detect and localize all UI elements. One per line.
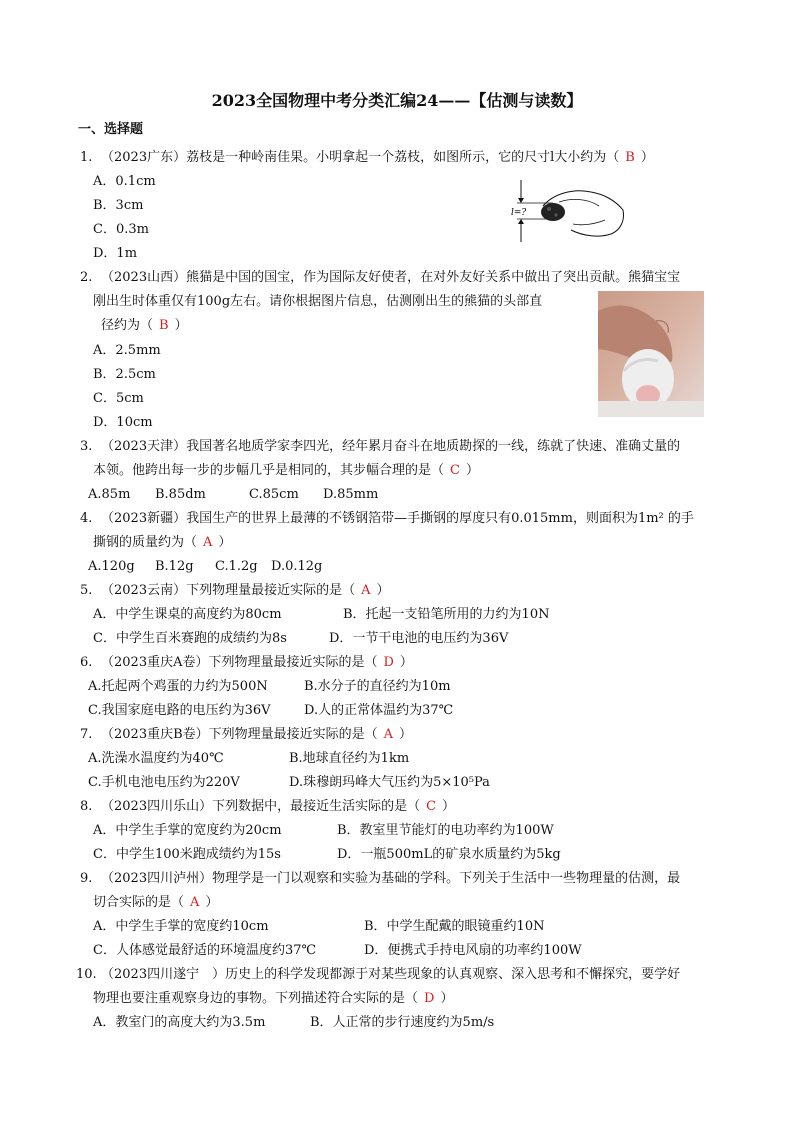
option-b: B.85dm [155, 487, 206, 502]
question-number: 2. [80, 270, 93, 285]
option-b: B．中学生配戴的眼镜重约10N [364, 919, 545, 934]
option-b: B．2.5cm [93, 367, 156, 382]
answer-mark: A [361, 583, 371, 598]
option-a: A．中学生手掌的宽度约10cm [93, 919, 269, 934]
option-c: C.1.2g [215, 559, 258, 574]
option-c: C．0.3m [93, 222, 149, 237]
question-stem-line1: （2023山西）熊猫是中国的国宝，作为国际友好使者，在对外友好关系中做出了突出贡献。熊猫宝宝 [101, 270, 681, 285]
option-c: C．中学生100米跑成绩约为15s [93, 847, 281, 862]
question-stem-line1: （2023天津）我国著名地质学家李四光，经年累月奋斗在地质勘探的一线，练就了快速、准确丈量的 [101, 439, 681, 454]
option-d: D．1m [93, 246, 138, 261]
option-a: A.洗澡水温度约为40℃ [88, 751, 224, 766]
answer-mark: C [450, 463, 460, 478]
question-number: 10. [76, 967, 97, 982]
option-b: B．教室里节能灯的电功率约为100W [337, 823, 554, 838]
question-stem: （2023重庆B卷）下列物理量最接近实际的是（ A ） [101, 727, 413, 742]
option-a: A．2.5mm [93, 343, 161, 358]
question-stem: （2023云南）下列物理量最接近实际的是（ A ） [101, 583, 390, 598]
question-stem-line2: 物理也要注重观察身边的事物。下列描述符合实际的是（ D ） [93, 991, 454, 1006]
question-stem-line1: （2023四川泸州）物理学是一门以观察和实验为基础的学科。下列关于生活中一些物理量的估测，最 [101, 871, 681, 886]
option-d: D.85mm [323, 487, 379, 502]
question-number: 5. [80, 583, 93, 598]
option-a: A.85m [88, 487, 131, 502]
question-stem: （2023重庆A卷）下列物理量最接近实际的是（ D ） [101, 655, 413, 670]
option-a: A．中学生手掌的宽度约为20cm [93, 823, 282, 838]
option-a: A．中学生课桌的高度约为80cm [93, 607, 282, 622]
option-d: D．便携式手持电风扇的功率约100W [364, 943, 582, 958]
option-c: C．中学生百米赛跑的成绩约为8s [93, 631, 287, 646]
option-b: B．托起一支铅笔所用的力约为10N [343, 607, 550, 622]
lychee-icon [541, 203, 565, 221]
option-d: D.0.12g [271, 559, 323, 574]
page-title: 2023全国物理中考分类汇编24——【估测与读数】 [211, 91, 583, 110]
option-c: C．人体感觉最舒适的环境温度约37℃ [93, 943, 317, 958]
answer-mark: A [203, 535, 213, 550]
option-a: A．0.1cm [93, 174, 156, 189]
arrow-down-icon [518, 198, 524, 203]
question-stem-line1: （2023新疆）我国生产的世界上最薄的不锈钢箔带—手撕钢的厚度只有0.015mm，则面积为1m² 的手 [101, 511, 694, 526]
option-b: B.水分子的直径约为10m [304, 679, 451, 694]
stem-text: （2023广东）荔枝是一种岭南佳果。小明拿起一个荔枝，如图所示，它的尺寸l大小约为（ [101, 150, 620, 165]
option-b: B．3cm [93, 198, 144, 213]
option-c: C.85cm [249, 487, 299, 502]
answer-mark: C [426, 799, 437, 814]
question-number: 6. [80, 655, 93, 670]
question-stem-line2: 撕钢的质量约为（ A ） [93, 535, 232, 550]
option-b: B．人正常的步行速度约为5m/s [310, 1015, 495, 1030]
question-stem-line2: 切合实际的是（ A ） [93, 895, 219, 910]
dimension-label: l=? [511, 208, 527, 218]
question-number: 3. [80, 439, 93, 454]
answer-mark: B [159, 318, 169, 333]
panda-photo [598, 291, 704, 417]
option-c: C.手机电池电压约为220V [88, 775, 240, 790]
option-d: D.人的正常体温约为37℃ [304, 703, 454, 718]
question-number: 9. [80, 871, 93, 886]
stem-close: ） [640, 150, 654, 165]
option-c: C.我国家庭电路的电压约为36V [88, 703, 271, 718]
option-a: A.120g [88, 559, 135, 574]
option-a: A．教室门的高度大约为3.5m [93, 1015, 266, 1030]
answer-mark: A [190, 895, 200, 910]
question-number: 8. [80, 799, 93, 814]
option-d: D．一节干电池的电压约为36V [329, 631, 509, 646]
option-a: A.托起两个鸡蛋的力约为500N [88, 679, 268, 694]
question-stem-line2: 本领。他跨出每一步的步幅几乎是相同的，其步幅合理的是（ C ） [93, 463, 479, 478]
question-stem [101, 149, 654, 167]
question-stem-line3: 径约为（ B ） [101, 318, 188, 333]
answer-mark: B [625, 150, 635, 165]
option-d: D．10cm [93, 415, 153, 430]
question-stem-line2: 刚出生时体重仅有100g左右。请你根据图片信息，估测刚出生的熊猫的头部直 [93, 294, 543, 309]
question-number: 4. [80, 511, 93, 526]
answer-mark: A [383, 727, 394, 742]
question-stem-line1: （2023四川遂宁 ）历史上的科学发现都源于对某些现象的认真观察、深入思考和不懈探究，要学好 [101, 967, 681, 982]
option-b: B.地球直径约为1km [289, 751, 410, 766]
lychee-hand-figure [503, 176, 628, 246]
option-c: C．5cm [93, 391, 144, 406]
option-b: B.12g [155, 559, 194, 574]
question-stem: （2023四川乐山）下列数据中，最接近生活实际的是（ C ） [101, 799, 456, 814]
arrow-up-icon [518, 219, 524, 224]
option-d: D．一瓶500mL的矿泉水质量约为5kg [337, 847, 561, 862]
question-number: 7. [80, 727, 93, 742]
option-d: D.珠穆朗玛峰大气压约为5×10⁵Pa [289, 775, 490, 790]
answer-mark: D [424, 991, 435, 1006]
section-heading: 一、选择题 [78, 122, 144, 137]
answer-mark: D [383, 655, 394, 670]
question-number: 1. [80, 150, 93, 165]
